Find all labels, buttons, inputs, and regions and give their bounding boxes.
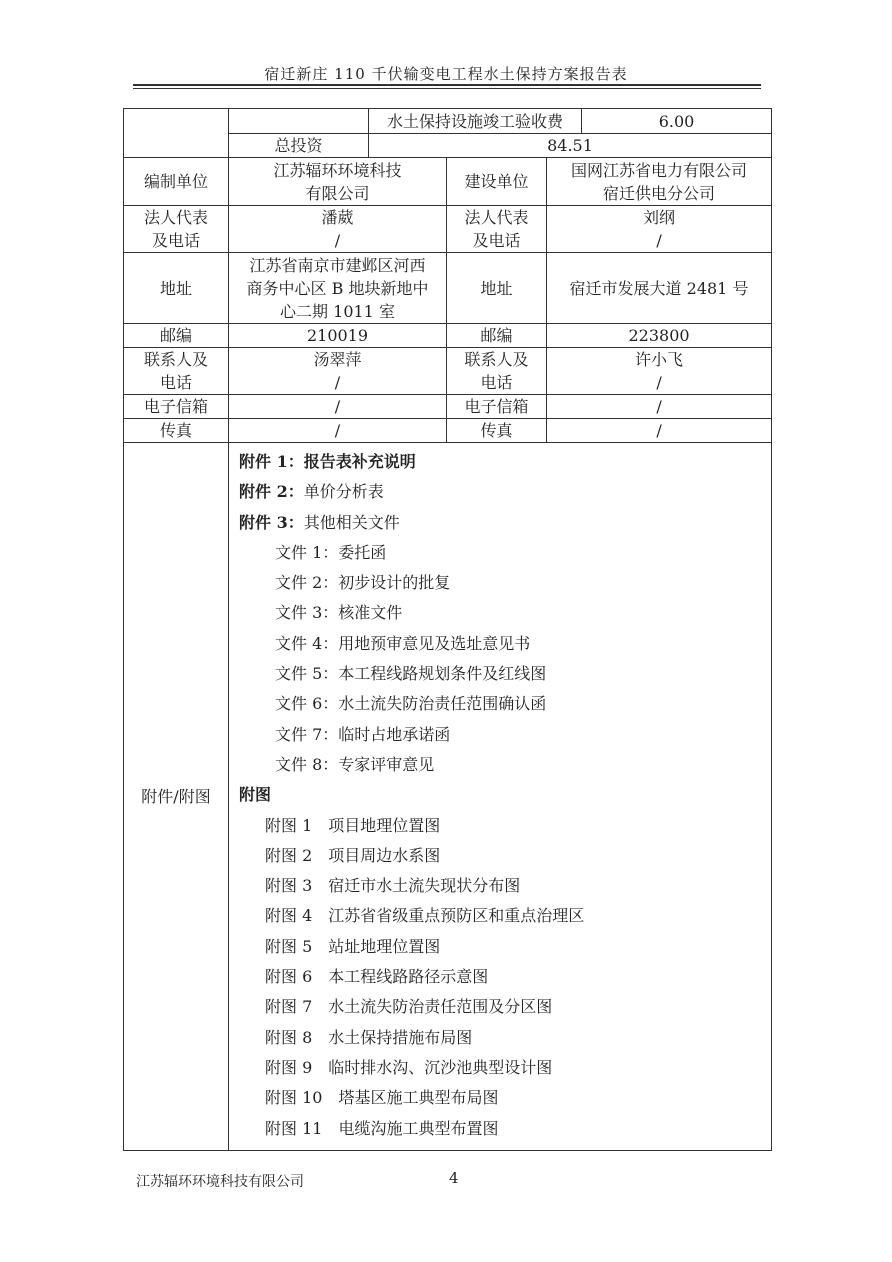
- total-investment-label: 总投资: [229, 134, 369, 158]
- compiler-legal-rep: [229, 206, 447, 253]
- compiler-postcode: 210019: [229, 324, 447, 348]
- builder-address-label: 地址: [447, 253, 547, 324]
- builder-contact-label-line1: 联系人及: [464, 350, 529, 369]
- figure-item: 附图 1 项目地理位置图: [265, 815, 441, 835]
- builder-contact-phone: /: [656, 373, 662, 392]
- file-item: 文件 7：临时占地承诺函: [275, 724, 451, 744]
- compiler-address-line2: 商务中心区 B 地块新地中: [246, 278, 429, 298]
- attachment-1-label: 附件 1：: [239, 452, 304, 471]
- postcode-label: 邮编: [124, 324, 229, 348]
- builder-value-line1: 国网江苏省电力有限公司: [571, 160, 748, 180]
- builder-contact: [547, 348, 772, 395]
- builder-address: 宿迁市发展大道 2481 号: [547, 253, 772, 324]
- compiler-value: [229, 158, 447, 206]
- builder-value-line2: 宿迁供电分公司: [603, 183, 716, 203]
- compiler-contact-phone: /: [334, 373, 341, 392]
- figure-item: 附图 10 塔基区施工典型布局图: [265, 1088, 499, 1108]
- attachment-3: [239, 508, 771, 538]
- builder-fax: /: [547, 419, 772, 443]
- builder-contact-label-line2: 电话: [480, 373, 513, 392]
- attachment-1: [239, 447, 771, 477]
- compiler-contact-name: 汤翠萍: [313, 350, 362, 369]
- attachment-2-label: 附件 2：: [239, 482, 304, 502]
- legal-rep-label: [124, 206, 229, 253]
- builder-postcode: 223800: [547, 324, 772, 348]
- builder-contact-name: 许小飞: [635, 350, 684, 369]
- figure-item: 附图 11 电缆沟施工典型布置图: [265, 1118, 499, 1138]
- file-item: 文件 2：初步设计的批复: [275, 573, 451, 593]
- contact-label-line1: 联系人及: [143, 350, 208, 369]
- attachment-3-text: 其他相关文件: [303, 512, 400, 532]
- builder-fax-label: 传真: [447, 419, 547, 443]
- file-item: 文件 5：本工程线路规划条件及红线图: [275, 664, 547, 684]
- compiler-address-line3: 心二期 1011 室: [280, 301, 395, 321]
- figure-item: 附图 6 本工程线路路径示意图: [265, 967, 489, 987]
- figure-item: 附图 2 项目周边水系图: [265, 845, 441, 865]
- compiler-label: 编制单位: [124, 158, 229, 206]
- figure-item: 附图 5 站址地理位置图: [265, 936, 441, 956]
- attachments-list: [229, 443, 772, 1151]
- compiler-fax: /: [229, 419, 447, 443]
- builder-contact-label: [447, 348, 547, 395]
- attachments-label: 附件/附图: [124, 443, 229, 1151]
- builder-label: 建设单位: [447, 158, 547, 206]
- file-item: 文件 1：委托函: [275, 542, 387, 562]
- figures-heading: 附图: [239, 785, 272, 805]
- attachment-1-text: 报告表补充说明: [303, 452, 416, 471]
- contact-label-line2: 电话: [159, 373, 192, 392]
- compiler-address-line1: 江苏省南京市建邺区河西: [249, 255, 426, 275]
- file-item: 文件 3：核准文件: [275, 603, 403, 623]
- builder-value: [547, 158, 772, 206]
- acceptance-fee-value: 6.00: [582, 109, 772, 134]
- legal-rep-label-line2: 及电话: [151, 231, 200, 250]
- file-item: 文件 4：用地预审意见及选址意见书: [275, 633, 531, 653]
- builder-email-label: 电子信箱: [447, 395, 547, 419]
- file-item: 文件 8：专家评审意见: [275, 754, 435, 774]
- compiler-legal-name: 潘葳: [321, 208, 354, 227]
- total-investment-value: 84.51: [369, 134, 772, 158]
- page-header-title: 宿迁新庄 110 千伏输变电工程水土保持方案报告表: [264, 65, 628, 83]
- attachment-3-label: 附件 3：: [239, 512, 304, 532]
- legal-rep-label-line1: 法人代表: [143, 208, 208, 227]
- figure-item: 附图 9 临时排水沟、沉沙池典型设计图: [265, 1057, 553, 1077]
- builder-legal-name: 刘纲: [643, 208, 676, 227]
- builder-legal-rep: [547, 206, 772, 253]
- figure-item: 附图 8 水土保持措施布局图: [265, 1027, 473, 1047]
- figure-item: 附图 3 宿迁市水土流失现状分布图: [265, 876, 521, 896]
- builder-legal-label-line1: 法人代表: [464, 208, 529, 227]
- address-label: 地址: [124, 253, 229, 324]
- header-rule: [133, 84, 761, 86]
- header-rule-thin: [133, 88, 761, 89]
- email-label: 电子信箱: [124, 395, 229, 419]
- compiler-address: [229, 253, 447, 324]
- contact-label: [124, 348, 229, 395]
- builder-legal-label: [447, 206, 547, 253]
- figure-item: 附图 7 水土流失防治责任范围及分区图: [265, 997, 553, 1017]
- builder-postcode-label: 邮编: [447, 324, 547, 348]
- footer-company: 江苏辐环环境科技有限公司: [136, 1174, 304, 1190]
- compiler-legal-phone: /: [334, 231, 341, 250]
- attachment-2: [239, 477, 771, 507]
- empty-cell: [229, 109, 369, 134]
- compiler-email: /: [229, 395, 447, 419]
- report-table: [123, 108, 772, 1151]
- figure-item: 附图 4 江苏省省级重点预防区和重点治理区: [265, 906, 585, 926]
- builder-legal-phone: /: [656, 231, 662, 250]
- empty-cell: [124, 109, 229, 158]
- fax-label: 传真: [124, 419, 229, 443]
- file-item: 文件 6：水土流失防治责任范围确认函: [275, 694, 547, 714]
- attachment-2-text: 单价分析表: [303, 482, 384, 502]
- compiler-value-line1: 江苏辐环环境科技: [273, 160, 402, 180]
- page-number: 4: [449, 1169, 459, 1187]
- compiler-value-line2: 有限公司: [305, 183, 370, 203]
- builder-legal-label-line2: 及电话: [472, 231, 521, 250]
- compiler-contact: [229, 348, 447, 395]
- acceptance-fee-label: 水土保持设施竣工验收费: [369, 109, 582, 134]
- builder-email: /: [547, 395, 772, 419]
